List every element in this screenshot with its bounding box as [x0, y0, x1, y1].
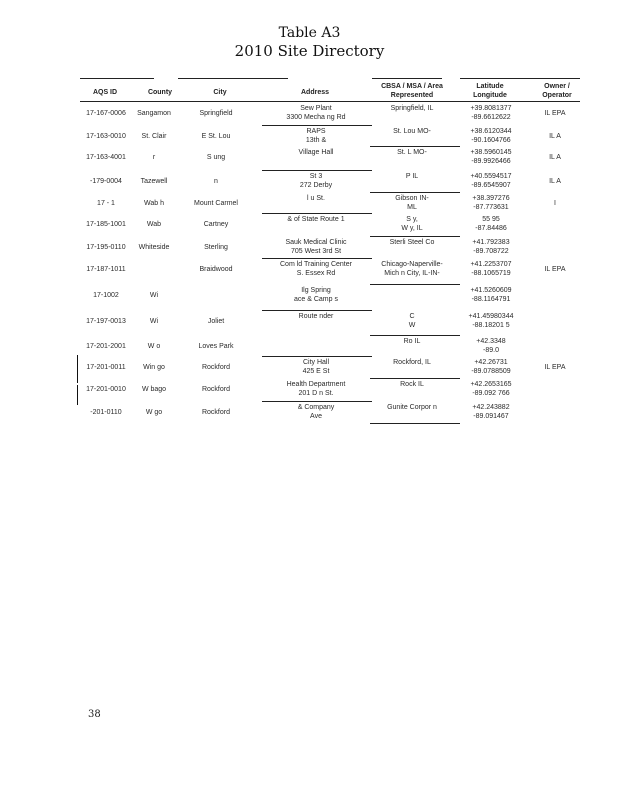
cell-latlon [458, 403, 524, 421]
cell-city: Rockford [201, 386, 230, 393]
cell-address-line1: Ilg Spring [301, 287, 331, 294]
cell-address-line2: 425 E St [302, 368, 330, 375]
cell-latlon-line2: -87.84486 [475, 225, 507, 232]
cell-address [262, 172, 370, 190]
cell-latlon [458, 380, 524, 398]
cell-address-line1: City Hall [302, 359, 330, 366]
cell-cbsa-line1: St. L MO- [397, 149, 427, 156]
cell-address-line2: 201 D n St. [298, 390, 334, 397]
cell-city: Mount Carmel [194, 200, 238, 207]
cell-cbsa-line2: Mich n City, IL-IN- [384, 270, 440, 277]
cell-address-line1: Com ld Training Center [280, 261, 352, 268]
cell-city: E St. Lou [201, 133, 231, 140]
row-rule [370, 284, 460, 285]
cell-address-line1: l u St. [307, 195, 325, 202]
cell-cbsa-line2: ML [407, 204, 417, 211]
cell-cbsa [370, 312, 454, 330]
cell-latlon-line1: +42.3348 [476, 338, 506, 345]
cell-latlon-line2: -89.9926466 [471, 158, 511, 165]
cell-aqs-id: 17-201-0011 [86, 364, 126, 371]
row-rule [262, 356, 372, 357]
header-county: County [147, 89, 173, 96]
cell-city: Springfield [199, 110, 233, 117]
cell-address-line2: 3300 Mecha ng Rd [286, 114, 346, 121]
cell-aqs-id: -201-0110 [90, 409, 122, 416]
cell-latlon [458, 238, 524, 256]
cell-latlon [458, 312, 524, 330]
cell-latlon [458, 260, 524, 278]
cell-address [262, 358, 370, 376]
cell-cbsa [370, 127, 454, 136]
cell-address-line1: Village Hall [298, 149, 334, 156]
cell-cbsa-line1: Gibson IN- [395, 195, 429, 202]
cell-aqs-id: 17-163-4001 [86, 154, 126, 161]
cell-address-line1: Sauk Medical Clinic [285, 239, 347, 246]
cell-latlon-line2: -89.6545907 [471, 182, 511, 189]
cell-latlon-line2: -89.0 [483, 347, 499, 354]
row-rule [262, 125, 372, 126]
cell-cbsa [370, 337, 454, 346]
cell-cbsa-line1: S y, [406, 216, 418, 223]
cell-owner: IL EPA [544, 266, 566, 273]
cell-aqs-id: 17-163-0010 [86, 133, 126, 140]
cell-county: W go [145, 409, 163, 416]
header-address: Address [300, 89, 329, 96]
cell-cbsa [370, 260, 454, 278]
cell-latlon [458, 104, 524, 122]
cell-county: St. Clair [141, 133, 167, 140]
cell-latlon-line1: +40.5594517 [470, 173, 512, 180]
cell-city: Loves Park [198, 343, 234, 350]
header-owner [532, 82, 582, 100]
cell-address [262, 238, 370, 256]
cell-address [262, 104, 370, 122]
cell-cbsa [370, 358, 454, 367]
row-rule [262, 213, 372, 214]
cell-county: Wab h [144, 200, 164, 207]
cell-address [262, 194, 370, 203]
row-rule [262, 401, 372, 402]
cell-city: n [214, 178, 218, 185]
cell-latlon [458, 337, 524, 355]
cell-owner: IL A [549, 133, 561, 140]
cell-aqs-id: 17-1002 [93, 292, 119, 299]
cell-latlon [458, 127, 524, 145]
cell-county: Wab [146, 221, 162, 228]
cell-latlon-line1: +42.2653165 [470, 381, 512, 388]
cell-cbsa-line1: Gunite Corpor n [387, 404, 437, 411]
cell-latlon [458, 148, 524, 166]
cell-address [262, 215, 370, 224]
cell-cbsa-line1: C [409, 313, 415, 320]
cell-county: Sangamon [137, 110, 171, 117]
cell-address-line2: S. Essex Rd [296, 270, 336, 277]
header-aqs-id: AQS ID [92, 89, 118, 96]
cell-county: Whiteside [138, 244, 170, 251]
cell-county: Tazewell [140, 178, 168, 185]
cell-latlon-line2: -87.773631 [473, 204, 509, 211]
cell-latlon-line1: +41.792383 [472, 239, 510, 246]
cell-owner: IL A [549, 178, 561, 185]
cell-aqs-id: 17-187-1011 [86, 266, 126, 273]
cell-county: r [152, 154, 156, 161]
cell-cbsa-line1: St. Lou MO- [393, 128, 431, 135]
cell-cbsa-line1: Chicago-Naperville- [381, 261, 443, 268]
cell-address-line2: 13th & [305, 137, 327, 144]
header-latitude: Latitude [476, 83, 504, 90]
row-rule [262, 170, 372, 171]
cell-cbsa [370, 104, 454, 113]
header-latlon [460, 82, 520, 100]
cell-address [262, 380, 370, 398]
cell-owner: IL EPA [544, 364, 566, 371]
cell-address [262, 127, 370, 145]
cell-address [262, 148, 370, 157]
cell-latlon-line1: +39.8081377 [470, 105, 512, 112]
cell-address [262, 286, 370, 304]
cell-address-line1: Sew Plant [300, 105, 332, 112]
cell-cbsa [370, 238, 454, 247]
cell-latlon-line1: +42.243882 [472, 404, 510, 411]
row-rule [370, 423, 460, 424]
cell-cbsa [370, 403, 454, 412]
cell-cbsa-line2: W y, IL [401, 225, 423, 232]
cell-latlon-line2: -89.0788509 [471, 368, 511, 375]
row-rule [370, 146, 460, 147]
cell-address-line1: & of State Route 1 [287, 216, 345, 223]
cell-latlon [458, 286, 524, 304]
cell-aqs-id: 17-185-1001 [86, 221, 126, 228]
row-rule [370, 378, 460, 379]
row-rule [370, 192, 460, 193]
cell-address [262, 403, 370, 421]
cell-cbsa [370, 380, 454, 389]
cell-cbsa [370, 172, 454, 181]
cell-city: Braidwood [199, 266, 233, 273]
cell-address-line1: RAPS [306, 128, 326, 135]
cell-city: Rockford [201, 364, 230, 371]
cell-latlon [458, 194, 524, 212]
cell-cbsa [370, 215, 454, 233]
cell-county: Win go [143, 364, 165, 371]
cell-owner: IL EPA [544, 110, 566, 117]
cell-cbsa-line1: Sterli Steel Co [389, 239, 435, 246]
cell-city: Rockford [201, 409, 230, 416]
header-city: City [213, 89, 227, 96]
cell-address-line1: Health Department [286, 381, 346, 388]
cell-address-line2: 705 West 3rd St [290, 248, 342, 255]
header-owner-line2: Operator [542, 92, 572, 99]
header-cbsa-line2: Represented [390, 92, 434, 99]
cell-latlon-line2: -88.1065719 [471, 270, 511, 277]
left-margin-mark [77, 385, 78, 405]
cell-latlon-line2: -88.18201 5 [472, 322, 510, 329]
cell-cbsa [370, 148, 454, 157]
cell-latlon-line1: +41.45980344 [468, 313, 514, 320]
header-cbsa [372, 82, 452, 100]
cell-cbsa-line1: Ro IL [403, 338, 421, 345]
cell-latlon-line2: -90.1604766 [471, 137, 511, 144]
cell-owner: IL A [549, 154, 561, 161]
cell-latlon-line1: 55 95 [482, 216, 500, 223]
cell-latlon-line2: -89.092 766 [472, 390, 510, 397]
cell-address-line2: ace & Camp s [294, 296, 338, 303]
cell-address-line1: & Company [297, 404, 335, 411]
cell-cbsa-line1: P IL [405, 173, 419, 180]
cell-cbsa-line1: Rock IL [400, 381, 424, 388]
cell-aqs-id: 17-201-0010 [86, 386, 126, 393]
cell-county: W bago [141, 386, 167, 393]
cell-latlon-line2: -89.708722 [473, 248, 509, 255]
cell-latlon-line2: -89.091467 [473, 413, 509, 420]
cell-latlon [458, 215, 524, 233]
cell-latlon [458, 358, 524, 376]
table-subtitle: 2010 Site Directory [234, 42, 385, 60]
cell-latlon-line2: -89.6612622 [471, 114, 511, 121]
cell-cbsa-line1: Rockford, IL [393, 359, 431, 366]
header-cbsa-line1: CBSA / MSA / Area [381, 83, 443, 90]
row-rule [370, 335, 460, 336]
cell-county: W o [147, 343, 161, 350]
cell-cbsa-line2: W [408, 322, 416, 329]
cell-city: Cartney [203, 221, 229, 228]
left-margin-mark [77, 355, 78, 383]
header-bottom-rule [80, 101, 580, 102]
cell-aqs-id: 17-167-0006 [86, 110, 126, 117]
cell-aqs-id: 17-201-2001 [86, 343, 126, 350]
cell-city: Sterling [204, 244, 228, 251]
cell-latlon [458, 172, 524, 190]
cell-address-line1: St 3 [309, 173, 323, 180]
cell-latlon-line2: -88.1164791 [471, 296, 511, 303]
cell-aqs-id: -179-0004 [90, 178, 122, 185]
cell-latlon-line1: +41.5260609 [470, 287, 512, 294]
page-number: 38 [88, 709, 101, 720]
cell-latlon-line1: +41.2253707 [470, 261, 512, 268]
cell-aqs-id: 17-195-0110 [86, 244, 126, 251]
header-owner-line1: Owner / [544, 83, 570, 90]
cell-owner: I [554, 200, 556, 207]
cell-city: S ung [206, 154, 226, 161]
cell-latlon-line1: +38.397276 [472, 195, 510, 202]
cell-county: Wi [149, 292, 159, 299]
cell-latlon-line1: +38.6120344 [470, 128, 512, 135]
cell-address [262, 312, 370, 321]
cell-aqs-id: 17 - 1 [97, 200, 115, 207]
row-rule [262, 310, 372, 311]
cell-latlon-line1: +42.26731 [474, 359, 508, 366]
header-longitude: Longitude [473, 92, 507, 99]
table-title: Table A3 [278, 25, 341, 41]
cell-cbsa [370, 194, 454, 212]
cell-address-line2: Route nder [298, 313, 334, 320]
cell-aqs-id: 17-197-0013 [86, 318, 126, 325]
cell-county: Wi [149, 318, 159, 325]
cell-address-line2: Ave [310, 413, 322, 420]
row-rule [262, 258, 372, 259]
cell-latlon-line1: +38.5960145 [470, 149, 512, 156]
cell-city: Joliet [207, 318, 225, 325]
row-rule [370, 236, 460, 237]
cell-address [262, 260, 370, 278]
cell-address-line2: 272 Derby [299, 182, 333, 189]
cell-cbsa-line1: Springfield, IL [390, 105, 434, 112]
